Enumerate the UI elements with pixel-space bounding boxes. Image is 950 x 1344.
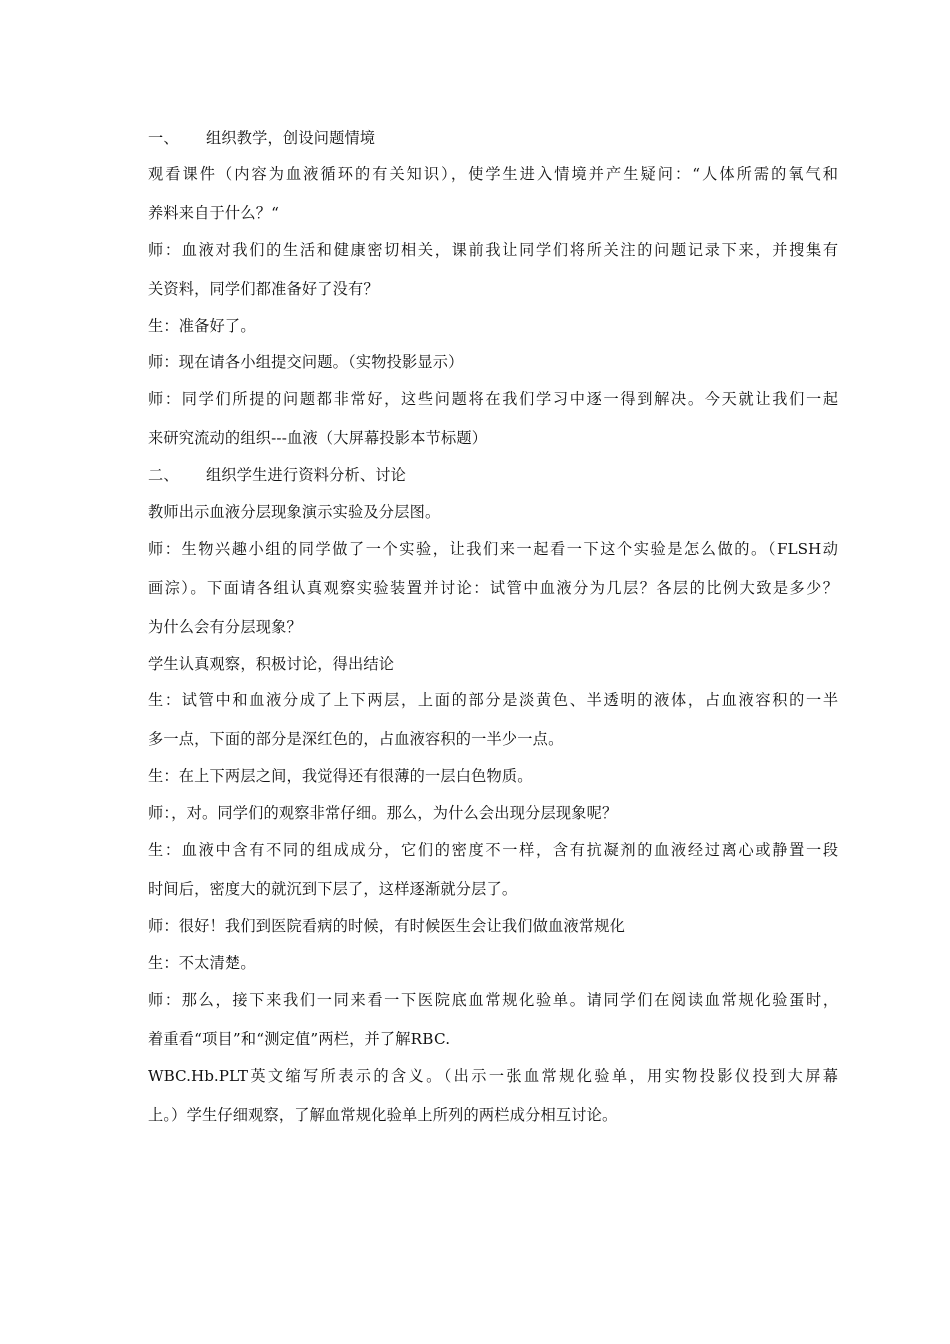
paragraph-line: 师：，对。同学们的观察非常仔细。那么，为什么会出现分层现象呢？ (148, 804, 618, 822)
paragraph-line: 师：现在请各小组提交问题。（实物投影显示） (148, 353, 464, 371)
paragraph-line: 生：试管中和血液分成了上下两层，上面的部分是淡黄色、半透明的液体，占血液容积的一半 (148, 691, 838, 709)
paragraph-line: 为什么会有分层现象？ (148, 618, 302, 636)
paragraph-line: 师：生物兴趣小组的同学做了一个实验，让我们来一起看一下这个实验是怎么做的。（FLSH动 (148, 540, 838, 558)
section-number-1: 一、 (148, 129, 179, 147)
paragraph-line: 上。）学生仔细观察，了解血常规化验单上所列的两栏成分相互讨论。 (148, 1106, 618, 1124)
section-title-2: 组织学生进行资料分析、讨论 (206, 466, 407, 484)
paragraph-line: 多一点，下面的部分是深红色的，占血液容积的一半少一点。 (148, 730, 564, 748)
paragraph-line: 画淙）。下面请各组认真观察实验装置并讨论：试管中血液分为几层？各层的比例大致是多少？ (148, 579, 838, 597)
paragraph-line: WBC.Hb.PLT英文缩写所表示的含义。（出示一张血常规化验单，用实物投影仪投到大屏幕 (148, 1067, 838, 1085)
paragraph-line: 观看课件（内容为血液循环的有关知识），使学生进入情境并产生疑问：“人体所需的氧气和 (148, 165, 838, 183)
paragraph-line: 师：同学们所提的问题都非常好，这些问题将在我们学习中逐一得到解决。今天就让我们一起 (148, 390, 838, 408)
section-heading-1 (148, 128, 375, 148)
section-title-1: 组织教学，创设问题情境 (206, 129, 376, 147)
section-number-2: 二、 (148, 466, 179, 484)
paragraph-line: 师：很好！我们到医院看病的时候，有时候医生会让我们做血液常规化 (148, 917, 626, 935)
paragraph-line: 教师出示血液分层现象演示实验及分层图。 (148, 503, 441, 521)
paragraph-line: 来研究流动的组织---血液（大屏幕投影本节标题） (148, 429, 488, 447)
paragraph-line: 关资料，同学们都准备好了没有？ (148, 280, 379, 298)
paragraph-line: 生：不太清楚。 (148, 954, 256, 972)
paragraph-line: 学生认真观察，积极讨论，得出结论 (148, 655, 395, 673)
paragraph-line: 着重看“项目”和“测定值”两栏，并了解RBC. (148, 1030, 451, 1048)
paragraph-line: 生：准备好了。 (148, 317, 256, 335)
paragraph-line: 师：那么，接下来我们一同来看一下医院底血常规化验单。请同学们在阅读血常规化验蛋时， (148, 991, 838, 1009)
paragraph-line: 师：血液对我们的生活和健康密切相关，课前我让同学们将所关注的问题记录下来，并搜集有 (148, 241, 838, 259)
paragraph-line: 时间后，密度大的就沉到下层了，这样逐渐就分层了。 (148, 880, 518, 898)
paragraph-line: 养料来自于什么？“ (148, 204, 280, 222)
paragraph-line: 生：在上下两层之间，我觉得还有很薄的一层白色物质。 (148, 767, 533, 785)
section-heading-2 (148, 465, 406, 485)
paragraph-line: 生：血液中含有不同的组成成分，它们的密度不一样，含有抗凝剂的血液经过离心或静置一段 (148, 841, 838, 859)
